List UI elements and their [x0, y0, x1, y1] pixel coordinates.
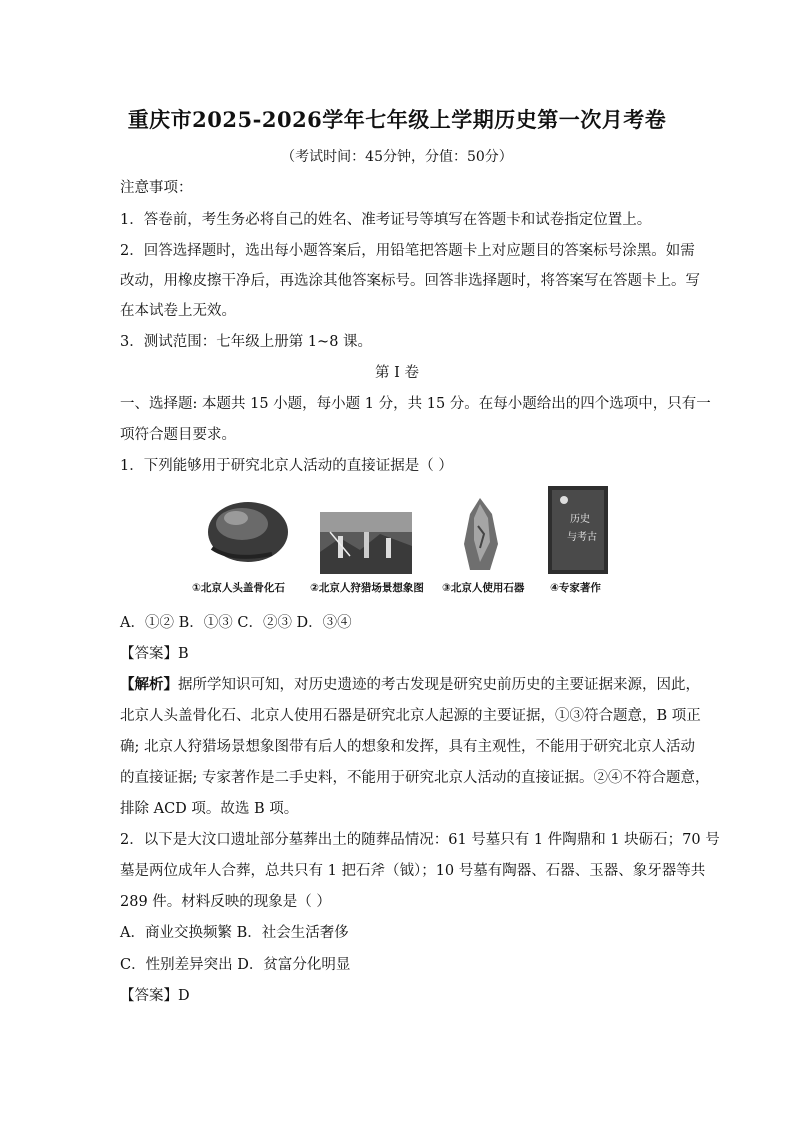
question-2-line-2: 墓是两位成年人合葬，总共只有 1 把石斧（钺）；10 号墓有陶器、石器、玉器、象牙器等共 [120, 863, 706, 879]
question-1-analysis-line-1: 【解析】据所学知识可知，对历史遗迹的考古发现是研究史前历史的主要证据来源，因此， [120, 676, 700, 693]
book-title-line-2: 与考古 [567, 532, 597, 543]
question-1-figures [190, 488, 620, 598]
skull-fossil-image [202, 488, 292, 568]
question-1-analysis-line-5: 排除 ACD 项。故选 B 项。 [120, 801, 299, 817]
notice-heading: 注意事项： [120, 180, 193, 196]
figure-caption-2: ②北京人狩猎场景想象图 [310, 582, 424, 594]
question-1-options: A．①② B．①③ C．②③ D．③④ [120, 615, 352, 631]
book-title-line-1: 历史 [570, 514, 590, 525]
notice-item-2-line-3: 在本试卷上无效。 [120, 303, 236, 319]
notice-item-1: 1．答卷前，考生务必将自己的姓名、准考证号等填写在答题卡和试卷指定位置上。 [120, 212, 652, 228]
question-1-analysis-line-4: 的直接证据; 专家著作是二手史料，不能用于研究北京人活动的直接证据。②④不符合题意， [120, 770, 710, 786]
question-2-line-3: 289 件。材料反映的现象是（ ） [120, 894, 331, 910]
figure-caption-1: ①北京人头盖骨化石 [192, 582, 285, 594]
question-1-answer: 【答案】B [120, 646, 189, 662]
figure-caption-4: ④专家著作 [550, 582, 601, 594]
question-2-line-1: 2．以下是大汶口遗址部分墓葬出土的随葬品情况：61 号墓只有 1 件陶鼎和 1 块砺石；70 号 [120, 832, 720, 848]
volume-heading: 第 I 卷 [375, 365, 419, 381]
stone-tool-image [458, 496, 504, 574]
question-2-options-ab: A．商业交换频繁 B．社会生活奢侈 [120, 925, 349, 941]
question-1-analysis-line-2: 北京人头盖骨化石、北京人使用石器是研究北京人起源的主要证据，①③符合题意，B 项正 [120, 708, 701, 724]
page-title: 重庆市2025-2026学年七年级上学期历史第一次月考卷 [127, 107, 667, 132]
question-1-analysis-line-3: 确; 北京人狩猎场景想象图带有后人的想象和发挥，具有主观性，不能用于研究北京人活动 [120, 739, 695, 755]
notice-item-2-line-2: 改动，用橡皮擦干净后，再选涂其他答案标号。回答非选择题时，将答案写在答题卡上。写 [120, 273, 700, 289]
book-cover-image [548, 486, 608, 574]
exam-info: （考试时间：45分钟，分值：50分） [281, 149, 513, 165]
section-1-line-1: 一、选择题: 本题共 15 小题，每小题 1 分，共 15 分。在每小题给出的四个选项中，只有一 [120, 396, 711, 412]
question-1-stem: 1．下列能够用于研究北京人活动的直接证据是（ ） [120, 458, 453, 474]
hunting-scene-image [320, 512, 412, 574]
analysis-label: 【解析】 [120, 676, 178, 693]
figure-caption-3: ③北京人使用石器 [442, 582, 525, 594]
question-2-options-cd: C．性别差异突出 D．贫富分化明显 [120, 957, 351, 973]
section-1-line-2: 项符合题目要求。 [120, 427, 236, 443]
notice-item-3: 3．测试范围：七年级上册第 1~8 课。 [120, 334, 373, 350]
notice-item-2-line-1: 2．回答选择题时，选出每小题答案后，用铅笔把答题卡上对应题目的答案标号涂黑。如需 [120, 243, 695, 259]
question-2-answer: 【答案】D [120, 988, 190, 1004]
